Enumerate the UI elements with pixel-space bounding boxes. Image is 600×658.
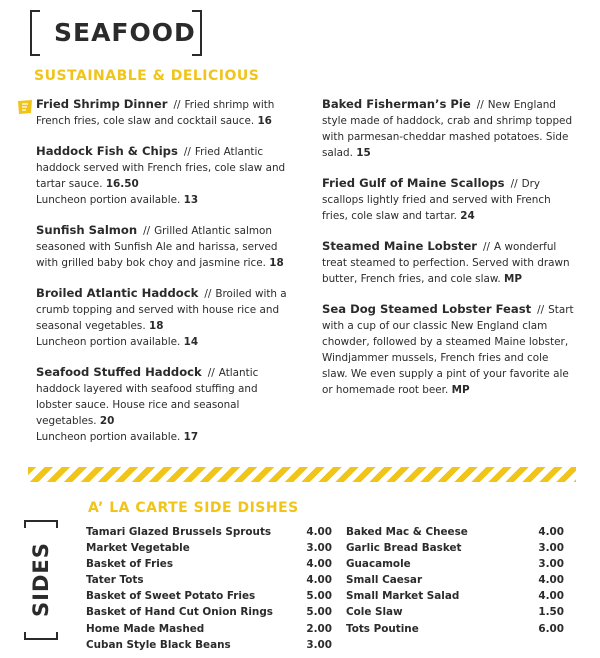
side-dish-row (346, 604, 564, 620)
side-dish-row (86, 556, 332, 572)
side-dish-row (346, 621, 564, 637)
menu-item-separator: // (183, 146, 191, 158)
menu-item-name: Broiled Atlantic Haddock (36, 286, 199, 300)
menu-item-separator: // (143, 225, 151, 237)
menu-item-description: Grilled Atlantic salmon seasoned with Sunfish Ale and harissa, served with grilled baby bok choy and jasmine rice. (36, 225, 278, 269)
menu-item-name: Seafood Stuffed Haddock (36, 365, 202, 379)
side-dish-price: 4.00 (538, 574, 564, 587)
side-dish-price: 2.00 (306, 622, 332, 635)
side-dish-name: Garlic Bread Basket (346, 542, 462, 555)
side-dish-row (86, 588, 332, 604)
menu-item (36, 143, 288, 208)
left-bracket (30, 10, 40, 56)
side-dish-row (346, 540, 564, 556)
featured-badge-icon (16, 98, 34, 116)
luncheon-note (36, 429, 288, 445)
side-dish-row (346, 556, 564, 572)
menu-item-description: New England style made of haddock, crab and shrimp topped with parmesan-cheddar mashed potatoes. Side salad. (322, 99, 573, 159)
menu-column-right (322, 96, 574, 412)
section-title-frame (30, 10, 202, 52)
luncheon-note (36, 192, 288, 208)
sides-label-frame (24, 520, 58, 640)
luncheon-label: Luncheon portion available. (36, 194, 181, 206)
side-dish-name: Guacamole (346, 558, 411, 571)
menu-item-price: 18 (148, 320, 164, 332)
page-title: SEAFOOD (54, 18, 196, 47)
menu-item-name: Haddock Fish & Chips (36, 144, 178, 158)
luncheon-label: Luncheon portion available. (36, 336, 181, 348)
menu-item-separator: // (483, 241, 491, 253)
side-dish-row (86, 621, 332, 637)
side-dish-name: Tots Poutine (346, 622, 419, 635)
menu-item-price: 16.50 (105, 178, 139, 190)
side-dish-row (86, 540, 332, 556)
side-dish-price: 5.00 (306, 606, 332, 619)
menu-item (322, 301, 574, 398)
luncheon-label: Luncheon portion available. (36, 431, 181, 443)
side-dish-name: Market Vegetable (86, 542, 190, 555)
menu-item-name: Fried Shrimp Dinner (36, 97, 168, 111)
side-dish-row (346, 524, 564, 540)
menu-item-price: MP (504, 273, 522, 285)
side-dish-name: Basket of Sweet Potato Fries (86, 590, 256, 603)
side-dish-row (86, 524, 332, 540)
luncheon-price: 14 (183, 336, 199, 348)
side-dish-row (346, 572, 564, 588)
menu-item (322, 238, 574, 287)
sides-list-left (86, 524, 332, 653)
side-dish-name: Cole Slaw (346, 606, 403, 619)
menu-item-price: MP (451, 384, 470, 396)
luncheon-price: 13 (183, 194, 199, 206)
menu-item-description: A wonderful treat steamed to perfection. Served with drawn butter, French fries, and cole slaw. (322, 241, 570, 285)
striped-divider (28, 467, 576, 482)
menu-column-left (36, 96, 288, 459)
menu-item-description: Start with a cup of our classic New England clam chowder, followed by a steamed Maine lobster, Windjammer mussels, French fries and cole slaw. We even supply a pint of your favorite ale or homemade root beer. (322, 304, 574, 396)
sides-vertical-label: SIDES (29, 542, 53, 618)
menu-item-description: Fried Atlantic haddock served with French fries, cole slaw and tartar sauce. (36, 146, 286, 190)
menu-item-separator: // (204, 288, 212, 300)
menu-item-price: 15 (356, 147, 371, 159)
side-dish-price: 3.00 (538, 542, 564, 555)
side-dish-name: Tamari Glazed Brussels Sprouts (86, 526, 272, 538)
menu-item-description: Atlantic haddock layered with seafood stuffing and lobster sauce. House rice and seasonal vegetables. (36, 367, 259, 427)
side-dish-name: Small Market Salad (346, 590, 460, 603)
menu-item-name: Fried Gulf of Maine Scallops (322, 176, 505, 190)
side-dish-name: Home Made Mashed (86, 622, 205, 635)
side-dish-name: Basket of Hand Cut Onion Rings (86, 606, 273, 619)
section-subtitle: SUSTAINABLE & DELICIOUS (34, 68, 260, 84)
luncheon-price: 17 (183, 431, 199, 443)
menu-item-separator: // (173, 99, 181, 111)
side-dish-price: 5.00 (306, 590, 332, 603)
side-dish-row (86, 637, 332, 653)
menu-item-separator: // (207, 367, 215, 379)
side-dish-price: 4.00 (538, 590, 564, 603)
menu-item-separator: // (510, 178, 518, 190)
luncheon-note (36, 334, 288, 350)
bottom-bracket (24, 632, 58, 640)
side-dish-name: Tater Tots (86, 574, 144, 587)
side-dish-price: 3.00 (538, 558, 564, 571)
side-dish-price: 6.00 (538, 622, 564, 635)
side-dish-price: 3.00 (306, 542, 332, 555)
sides-list-right (346, 524, 564, 637)
menu-item-description: Dry scallops lightly fried and served with French fries, cole slaw and tartar. (322, 178, 551, 222)
menu-item-description: Broiled with a crumb topping and served with house rice and seasonal vegetables. (36, 288, 287, 332)
menu-item-name: Baked Fisherman’s Pie (322, 97, 471, 111)
menu-item (322, 175, 574, 224)
menu-item-price: 20 (99, 415, 115, 427)
side-dish-name: Basket of Fries (86, 558, 174, 571)
side-dish-name: Baked Mac & Cheese (346, 526, 468, 538)
menu-item-separator: // (537, 304, 545, 316)
side-dish-row (86, 572, 332, 588)
side-dish-price: 4.00 (306, 574, 332, 587)
menu-item (36, 285, 288, 350)
side-dish-row (86, 604, 332, 620)
menu-item-separator: // (476, 99, 484, 111)
menu-item-price: 16 (257, 115, 272, 127)
menu-item (322, 96, 574, 161)
menu-item-name: Sea Dog Steamed Lobster Feast (322, 302, 532, 316)
menu-item-name: Sunfish Salmon (36, 223, 138, 237)
menu-item (36, 364, 288, 445)
side-dish-name: Small Caesar (346, 574, 423, 587)
sides-section-title: A’ LA CARTE SIDE DISHES (88, 500, 299, 516)
menu-item-name: Steamed Maine Lobster (322, 239, 478, 253)
side-dish-price: 4.00 (306, 558, 332, 571)
side-dish-price: 1.50 (538, 606, 564, 619)
side-dish-price: 4.00 (538, 526, 564, 538)
menu-item (36, 96, 288, 129)
side-dish-row (346, 588, 564, 604)
menu-item-description: Fried shrimp with French fries, cole slaw and cocktail sauce. (36, 99, 275, 127)
top-bracket (24, 520, 58, 528)
menu-item-price: 24 (460, 210, 475, 222)
menu-item (36, 222, 288, 271)
side-dish-price: 3.00 (306, 638, 332, 651)
side-dish-name: Cuban Style Black Beans (86, 638, 231, 651)
side-dish-price: 4.00 (306, 526, 332, 538)
menu-item-price: 18 (269, 257, 284, 269)
